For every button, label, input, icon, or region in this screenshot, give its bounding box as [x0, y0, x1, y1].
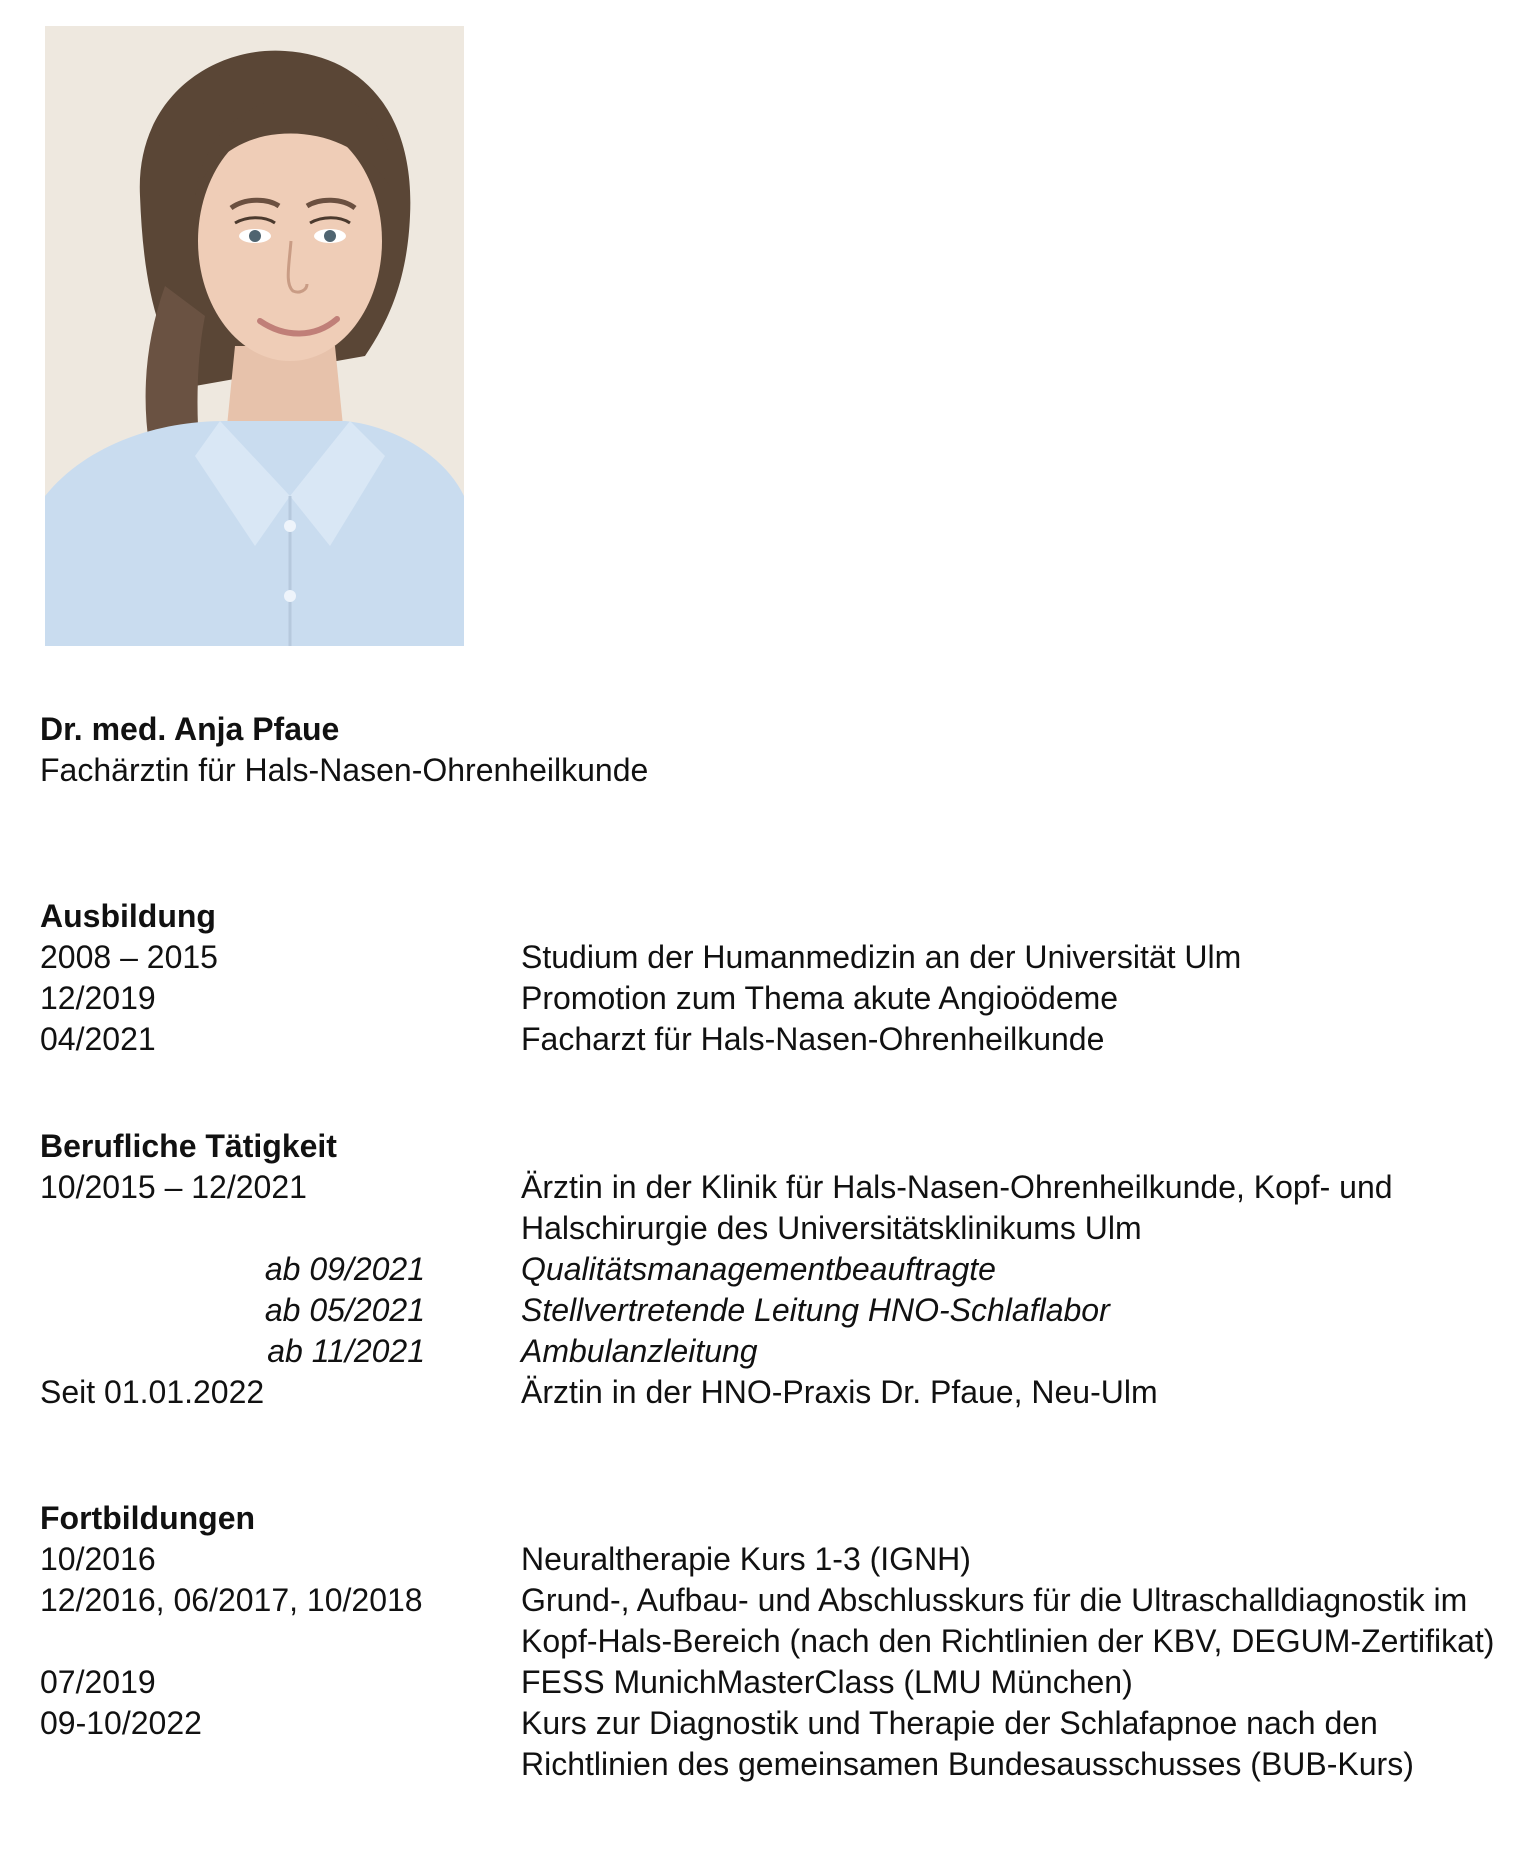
- table-row: [40, 1703, 1500, 1785]
- table-row: [40, 1539, 1500, 1580]
- table-row: [40, 1167, 1500, 1249]
- row-date: ab 05/2021: [264, 1292, 425, 1328]
- section-beruf: [40, 1126, 1500, 1413]
- table-row-sub: [40, 1331, 1500, 1372]
- row-date: 07/2019: [40, 1664, 156, 1700]
- section-ausbildung: [40, 896, 1500, 1060]
- row-date: 10/2016: [40, 1541, 156, 1577]
- table-row: [40, 937, 1500, 978]
- table-row-sub: [40, 1249, 1500, 1290]
- row-description: Promotion zum Thema akute Angioödeme: [521, 980, 1119, 1016]
- table-row-sub: [40, 1290, 1500, 1331]
- portrait-illustration: [45, 26, 464, 646]
- table-row: [40, 1580, 1500, 1662]
- row-date: ab 09/2021: [264, 1251, 425, 1287]
- row-date: Seit 01.01.2022: [40, 1374, 265, 1410]
- row-date: ab 11/2021: [267, 1333, 425, 1369]
- doctor-name: Dr. med. Anja Pfaue: [40, 711, 340, 747]
- row-description: Ärztin in der Klinik für Hals-Nasen-Ohrenheilkunde, Kopf- und Halschirurgie des Universitätsklinikums Ulm: [521, 1169, 1393, 1246]
- portrait-photo: [45, 26, 464, 646]
- section-heading: Ausbildung: [40, 898, 216, 934]
- row-description: Qualitätsmanagementbeauftragte: [521, 1251, 996, 1287]
- section-heading: Fortbildungen: [40, 1500, 256, 1536]
- row-date: 04/2021: [40, 1021, 156, 1057]
- row-description: Facharzt für Hals-Nasen-Ohrenheilkunde: [521, 1021, 1105, 1057]
- row-description: Studium der Humanmedizin an der Universität Ulm: [521, 939, 1242, 975]
- section-heading: Berufliche Tätigkeit: [40, 1128, 337, 1164]
- row-description: Stellvertretende Leitung HNO-Schlaflabor: [521, 1292, 1110, 1328]
- table-row: [40, 1662, 1500, 1703]
- row-description: Grund-, Aufbau- und Abschlusskurs für die Ultraschalldiagnostik im Kopf-Hals-Bereich (nach den Richtlinien der KBV, DEGUM-Zertifikat): [521, 1582, 1495, 1659]
- table-row: [40, 1019, 1500, 1060]
- section-fortbildungen: [40, 1498, 1500, 1785]
- profile-header: [40, 709, 648, 791]
- row-description: Ärztin in der HNO-Praxis Dr. Pfaue, Neu-Ulm: [521, 1374, 1158, 1410]
- row-date: 2008 – 2015: [40, 939, 218, 975]
- row-date: 10/2015 – 12/2021: [40, 1169, 307, 1205]
- row-description: Ambulanzleitung: [521, 1333, 758, 1369]
- row-description: Neuraltherapie Kurs 1-3 (IGNH): [521, 1541, 971, 1577]
- table-row: [40, 1372, 1500, 1413]
- row-date: 12/2016, 06/2017, 10/2018: [40, 1582, 423, 1618]
- row-date: 09-10/2022: [40, 1705, 202, 1741]
- row-description: Kurs zur Diagnostik und Therapie der Schlafapnoe nach den Richtlinien des gemeinsamen Bundesausschusses (BUB-Kurs): [521, 1705, 1414, 1782]
- doctor-title: Fachärztin für Hals-Nasen-Ohrenheilkunde: [40, 752, 649, 788]
- row-date: 12/2019: [40, 980, 156, 1016]
- row-description: FESS MunichMasterClass (LMU München): [521, 1664, 1133, 1700]
- table-row: [40, 978, 1500, 1019]
